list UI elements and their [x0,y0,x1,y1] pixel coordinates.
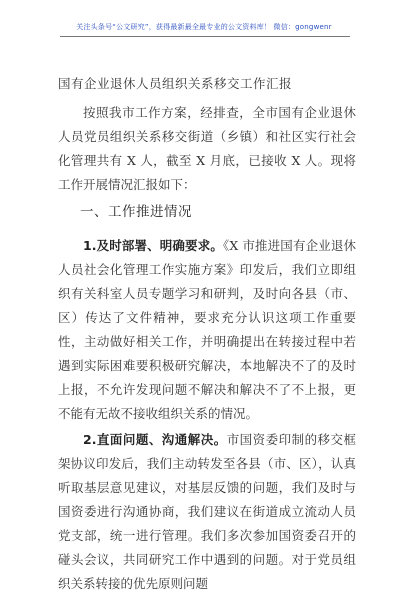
paragraph-item-2 [58,428,356,596]
promo-banner: 关注头条号“公文研究”，获得最新最全最专业的公文资料库！ 微信：gongwenr [76,23,332,31]
document-title: 国有企业退休人员组织关系移交工作汇报 [58,76,293,91]
header-divider [60,36,350,37]
intro-paragraph: 按照我市工作方案，经排查，全市国有企业退休人员党员组织关系移交街道（乡镇）和社区实行社会化管理共有 X 人，截至 X 月底，已接收 X 人。现将工作开展情况汇报如下： [58,105,356,192]
item-2-lead: 2.直面问题、沟通解决。 [83,432,227,447]
section-heading: 一、工作推进情况 [80,204,192,220]
item-1-lead: 1.及时部署、明确要求。 [83,238,223,253]
paragraph-item-1 [58,234,356,426]
item-2-body: 市国资委印制的移交框架协议印发后，我们主动转发至各县（市、区），认真听取基层意见建议，对基层反馈的问题，我们及时与国资委进行沟通协商，我们建议在街道成立流动人员党支部，统一进行管理。我们多次参加国资委召开的碰头会议，共同研究工作中遇到的问题。对于党员组织关系转接的优先原则问题 [58,432,356,591]
item-1-body: 《X 市推进国有企业退休人员社会化管理工作实施方案》印发后，我们立即组织有关科室人员专题学习和研判，及时向各县（市、区）传达了文件精神，要求充分认识这项工作重要性，主动做好相关工作，并明确提出在转接过程中若遇到实际困难要积极研究解决，本地解决不了的及时上报，不允许发现问题不解决和解决不了不上报，更不能有无故不接收组织关系的情况。 [58,238,356,421]
